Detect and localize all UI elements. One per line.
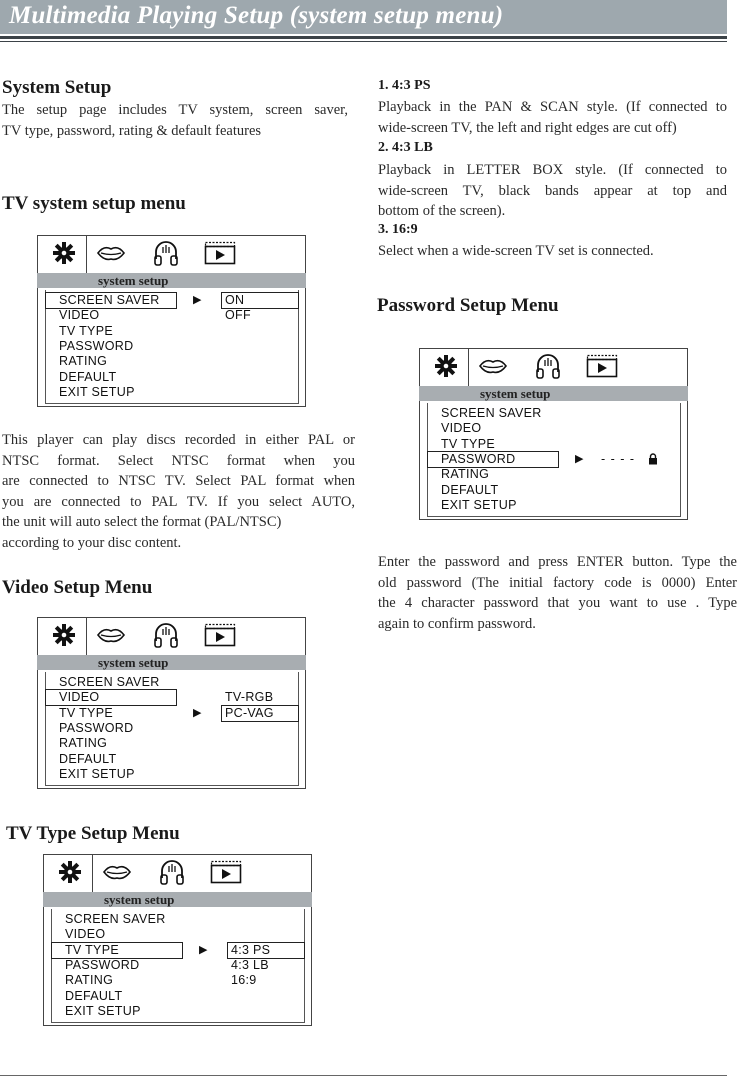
- tv-system-text: This player can play discs recorded in either PAL or NTSC format. Select NTSC format when you are connected to NTSC TV. Select PAL format when you are connected to PAL TV. If you select AUTO, the unit will auto select the format (PAL/NTSC) according to your disc content.: [2, 432, 355, 551]
- page-title: Multimedia Playing Setup (system setup menu): [9, 2, 504, 29]
- menu-option[interactable]: EXIT SETUP: [441, 497, 517, 512]
- lips-icon[interactable]: [95, 620, 127, 650]
- menu-option[interactable]: VIDEO: [441, 421, 482, 436]
- menu-value[interactable]: ON: [225, 293, 245, 307]
- menu-option[interactable]: EXIT SETUP: [59, 766, 135, 781]
- menu-option[interactable]: TV TYPE: [59, 323, 113, 338]
- selected-value-box: [227, 942, 305, 959]
- arrow-icon: ▶: [575, 452, 584, 465]
- lips-icon[interactable]: [101, 857, 133, 887]
- menu-option[interactable]: DEFAULT: [59, 751, 117, 766]
- menu-option[interactable]: RATING: [59, 736, 108, 751]
- menu-value[interactable]: PC-VAG: [225, 705, 274, 720]
- video-icon[interactable]: [204, 620, 236, 650]
- item-3-text: Select when a wide-screen TV set is connected.: [378, 243, 654, 259]
- header-rule: [0, 36, 727, 39]
- selected-option-box: [45, 292, 177, 309]
- menu-value[interactable]: 4:3 PS: [231, 942, 271, 957]
- selected-value-box: [221, 705, 299, 722]
- system-setup-text: The setup page includes TV system, screen saver, TV type, password, rating & default features: [2, 102, 348, 139]
- menu-option[interactable]: RATING: [441, 467, 490, 482]
- menu-option[interactable]: SCREEN SAVER: [59, 293, 160, 307]
- headphones-icon[interactable]: [532, 351, 564, 381]
- header-rule-thin: [0, 41, 727, 42]
- video-icon[interactable]: [204, 238, 236, 268]
- item-2-text: Playback in LETTER BOX style. (If connected to wide-screen TV, black bands appear at top and bottom of the screen).: [378, 162, 727, 219]
- password-text: Enter the password and press ENTER button. Type the old password (The initial factory code is 0000) Enter the 4 character password that you want to use . Type again to confirm password.: [378, 554, 737, 632]
- headphones-icon[interactable]: [150, 620, 182, 650]
- menu-value[interactable]: OFF: [225, 308, 251, 323]
- menu-option[interactable]: PASSWORD: [59, 720, 134, 735]
- selected-value-box: [221, 292, 299, 309]
- video-setup-menu-panel: [37, 617, 306, 789]
- tv-type-menu-panel: [43, 854, 312, 1026]
- menu-option[interactable]: RATING: [65, 973, 114, 988]
- system-setup-label: system setup: [98, 273, 169, 288]
- menu-option[interactable]: TV TYPE: [65, 942, 119, 957]
- lips-icon[interactable]: [477, 351, 509, 381]
- menu-option[interactable]: TV TYPE: [59, 705, 113, 720]
- menu-option[interactable]: VIDEO: [65, 927, 106, 942]
- gear-icon[interactable]: [430, 351, 462, 381]
- menu-option[interactable]: DEFAULT: [441, 482, 499, 497]
- tv-system-heading: TV system setup menu: [2, 193, 186, 214]
- menu-option[interactable]: EXIT SETUP: [65, 1003, 141, 1018]
- video-icon[interactable]: [586, 351, 618, 381]
- password-setup-heading: Password Setup Menu: [377, 295, 559, 316]
- tv-system-menu-panel: [37, 235, 306, 407]
- gear-icon[interactable]: [54, 857, 86, 887]
- menu-option[interactable]: PASSWORD: [65, 957, 140, 972]
- menu-option[interactable]: EXIT SETUP: [59, 384, 135, 399]
- header-bar: [0, 0, 727, 34]
- headphones-icon[interactable]: [150, 238, 182, 268]
- menu-option[interactable]: PASSWORD: [59, 338, 134, 353]
- tv-type-heading: TV Type Setup Menu: [6, 823, 180, 844]
- selected-option-box: [51, 942, 183, 959]
- system-setup-label: system setup: [480, 386, 551, 401]
- menu-strip: [43, 892, 312, 907]
- footer-rule: [0, 1075, 727, 1076]
- video-icon[interactable]: [210, 857, 242, 887]
- video-setup-heading: Video Setup Menu: [2, 577, 153, 598]
- password-field[interactable]: - - - -: [601, 451, 636, 466]
- menu-option[interactable]: VIDEO: [59, 690, 100, 705]
- menu-option[interactable]: SCREEN SAVER: [441, 406, 542, 420]
- lock-icon: [648, 453, 658, 468]
- selected-option-box: [45, 689, 177, 706]
- menu-option[interactable]: RATING: [59, 354, 108, 369]
- menu-strip: [37, 655, 306, 670]
- lips-icon[interactable]: [95, 238, 127, 268]
- arrow-icon: ▶: [193, 706, 202, 719]
- menu-option[interactable]: DEFAULT: [59, 369, 117, 384]
- headphones-icon[interactable]: [156, 857, 188, 887]
- arrow-icon: ▶: [199, 943, 208, 956]
- item-3-title: 3. 16:9: [378, 222, 418, 237]
- menu-value[interactable]: 16:9: [231, 973, 257, 988]
- gear-icon[interactable]: [48, 238, 80, 268]
- menu-option[interactable]: DEFAULT: [65, 988, 123, 1003]
- item-2-title: 2. 4:3 LB: [378, 140, 433, 155]
- menu-strip: [419, 386, 688, 401]
- menu-option[interactable]: SCREEN SAVER: [65, 912, 166, 926]
- menu-value[interactable]: 4:3 LB: [231, 957, 269, 972]
- menu-option[interactable]: TV TYPE: [441, 436, 495, 451]
- system-setup-label: system setup: [104, 892, 175, 907]
- password-setup-menu-panel: [419, 348, 688, 520]
- item-1-title: 1. 4:3 PS: [378, 78, 431, 93]
- menu-option[interactable]: VIDEO: [59, 308, 100, 323]
- menu-option[interactable]: PASSWORD: [441, 451, 516, 466]
- menu-value[interactable]: TV-RGB: [225, 690, 274, 705]
- system-setup-heading: System Setup: [2, 77, 112, 98]
- gear-icon[interactable]: [48, 620, 80, 650]
- menu-option[interactable]: SCREEN SAVER: [59, 675, 160, 689]
- arrow-icon: ▶: [193, 294, 202, 306]
- selected-option-box: [427, 451, 559, 468]
- menu-strip: [37, 273, 306, 288]
- item-1-text: Playback in the PAN & SCAN style. (If connected to wide-screen TV, the left and right edges are cut off): [378, 99, 727, 136]
- system-setup-label: system setup: [98, 655, 169, 670]
